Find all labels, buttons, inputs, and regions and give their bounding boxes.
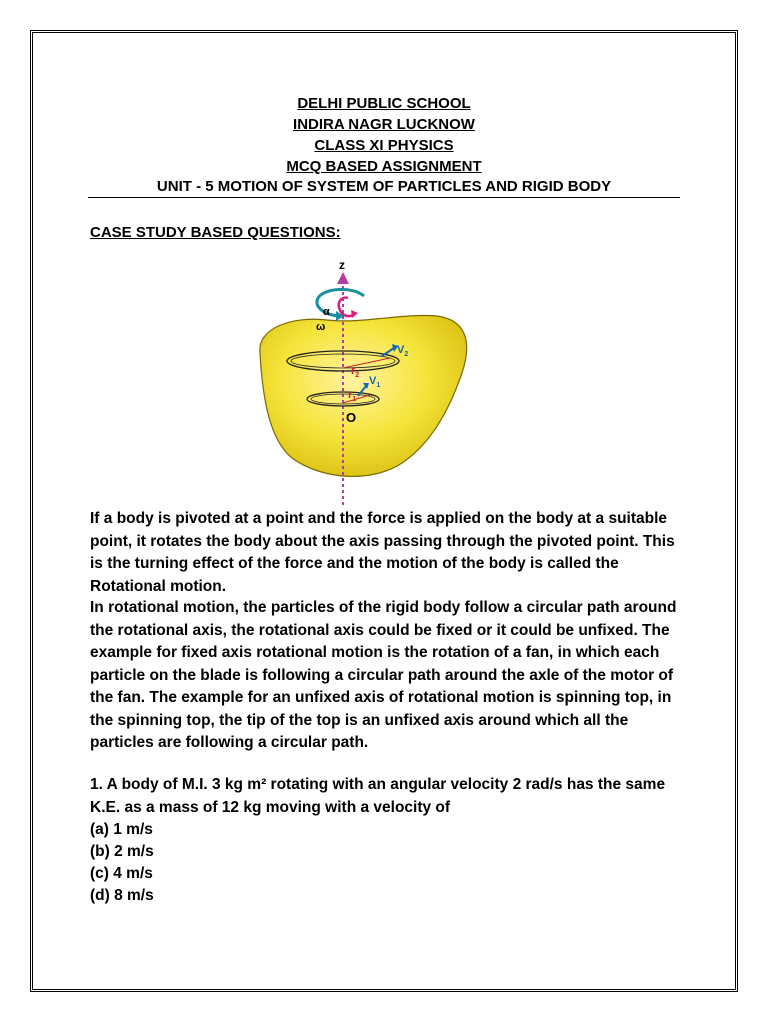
rigid-body-shape <box>260 315 467 476</box>
section-title: CASE STUDY BASED QUESTIONS: <box>90 224 341 241</box>
unit-title: UNIT - 5 MOTION OF SYSTEM OF PARTICLES AND RIGID BODY <box>156 178 612 195</box>
axis-label: z <box>339 258 345 272</box>
assignment-title: MCQ BASED ASSIGNMENT <box>286 158 482 175</box>
v1-subscript: 1 <box>376 382 381 389</box>
r2-subscript: 2 <box>355 372 360 379</box>
question-1-text: 1. A body of M.I. 3 kg m² rotating with an angular velocity 2 rad/s has the same K.E. as a mass of 12 kg moving with a velocity of <box>90 776 666 816</box>
r1-subscript: 1 <box>352 396 357 403</box>
school-branch: INDIRA NAGR LUCKNOW <box>293 116 475 133</box>
axis-arrow-head <box>337 272 349 284</box>
option-b[interactable]: (b) 2 m/s <box>90 843 154 860</box>
class-title: CLASS XI PHYSICS <box>314 137 454 154</box>
option-c[interactable]: (c) 4 m/s <box>90 865 153 882</box>
option-d[interactable]: (d) 8 m/s <box>90 887 154 904</box>
paragraph-rotational-motion: In rotational motion, the particles of the rigid body follow a circular path around the rotational axis, the rotational axis could be fixed or it could be unfixed. The example for fixed axis rotational motion is the rotation of a fan, in which each particle on the blade is following a circular path around the axle of the motor of the fan. The example for an unfixed axis of rotational motion is spinning top, in the spinning top, the tip of the top is an unfixed axis around which all the particles are following a circular path. <box>90 599 677 751</box>
origin-label: O <box>346 410 357 425</box>
option-a[interactable]: (a) 1 m/s <box>90 821 153 838</box>
alpha-label: α <box>323 306 330 318</box>
header-divider <box>88 197 680 198</box>
rigid-body-rotation-figure <box>252 258 472 508</box>
r2-label: r <box>351 365 356 377</box>
alpha-arrow-head <box>351 310 358 318</box>
omega-label: ω <box>316 321 326 333</box>
v2-label: V <box>397 344 405 356</box>
school-name: DELHI PUBLIC SCHOOL <box>297 95 471 112</box>
paragraph-intro: If a body is pivoted at a point and the force is applied on the body at a suitable point, it rotates the body about the axis passing through the pivoted point. This is the turning effect of the force and the motion of the body is called the Rotational motion. <box>90 510 675 595</box>
v2-subscript: 2 <box>404 351 409 358</box>
v1-label: V <box>369 375 377 387</box>
r1-label: r <box>348 389 353 401</box>
